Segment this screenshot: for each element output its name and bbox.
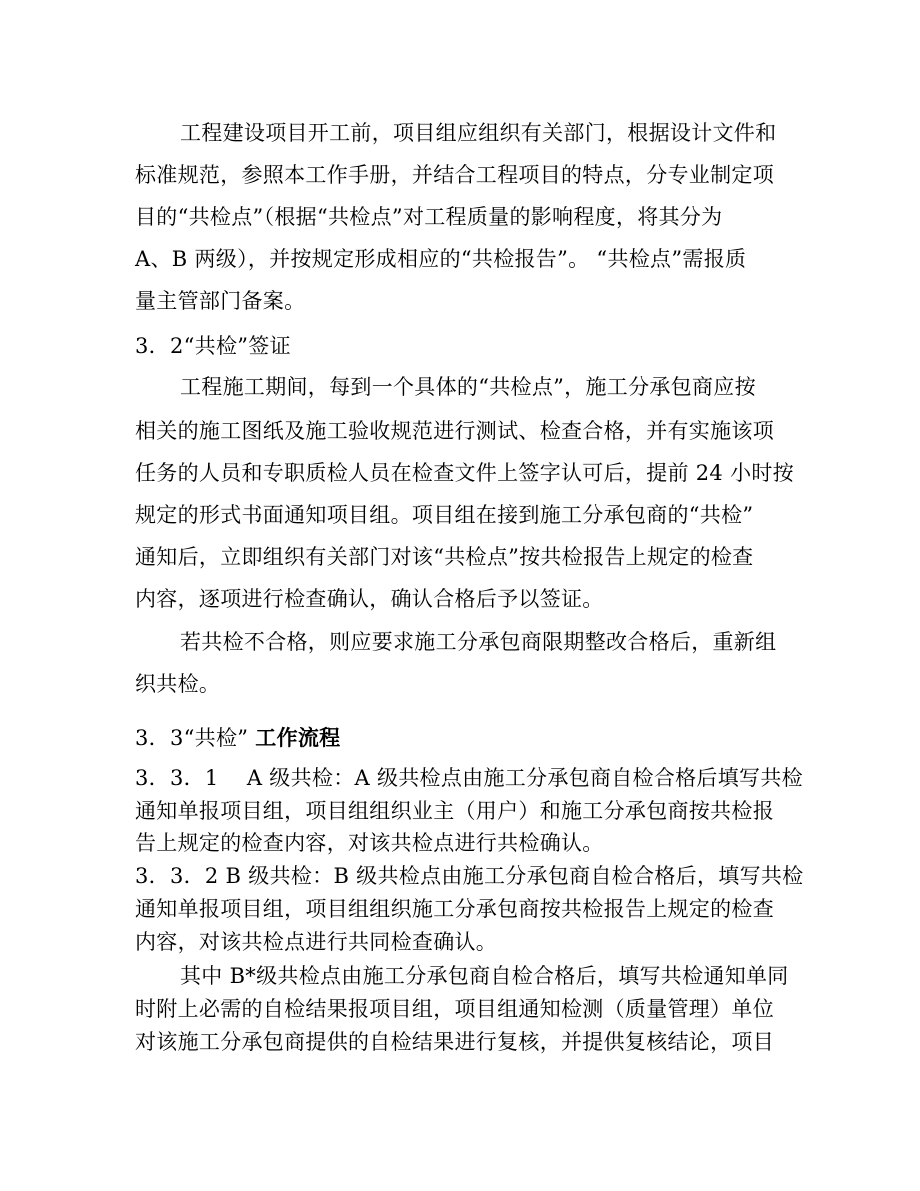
para1-line-2: 标准规范，参照本工作手册，并结合工程项目的特点，分专业制定项 <box>135 163 774 187</box>
para331-line-3: 告上规定的检查内容，对该共检点进行共检确认。 <box>135 831 604 855</box>
para331-line-2: 通知单报项目组，项目组组织业主（用户）和施工分承包商按共检报 <box>135 799 774 823</box>
para1-line-1: 工程建设项目开工前，项目组应组织有关部门，根据设计文件和 <box>180 121 777 145</box>
section-3-3-heading-bold: 工作流程 <box>255 726 341 750</box>
para4-line-1: 其中 B*级共检点由施工分承包商自检合格后，填写共检通知单同 <box>180 964 789 988</box>
para4-line-2: 时附上必需的自检结果报项目组，项目组通知检测（质量管理）单位 <box>135 997 774 1021</box>
section-3-3-number: 3．3“共检” <box>135 726 249 750</box>
para1-line-5: 量主管部门备案。 <box>135 289 306 313</box>
para2-line-3: 任务的人员和专职质检人员在检查文件上签字认可后，提前 24 小时按 <box>135 461 794 485</box>
section-3-2-title: 3．2“共检”签证 <box>135 334 291 358</box>
para2-line-4: 规定的形式书面通知项目组。项目组在接到施工分承包商的“共检” <box>135 503 754 527</box>
para2-line-2: 相关的施工图纸及施工验收规范进行测试、检查合格，并有实施该项 <box>135 419 774 443</box>
para2-line-5: 通知后，立即组织有关部门对该“共检点”按共检报告上规定的检查 <box>135 545 754 569</box>
section-3-3-title <box>135 725 340 751</box>
para332-line-2: 通知单报项目组，项目组组织施工分承包商按共检报告上规定的检查 <box>135 897 774 921</box>
para2-line-1: 工程施工期间，每到一个具体的“共检点”，施工分承包商应按 <box>180 375 756 399</box>
para1-line-3: 目的“共检点”（根据“共检点”对工程质量的影响程度，将其分为 <box>135 205 723 229</box>
para3-line-2: 织共检。 <box>135 672 221 696</box>
para332-line-3: 内容，对该共检点进行共同检查确认。 <box>135 930 498 954</box>
para332-line-1: 3．3．2 B 级共检：B 级共检点由施工分承包商自检合格后，填写共检 <box>135 864 804 888</box>
para331-line-1: 3．3．1 A 级共检：A 级共检点由施工分承包商自检合格后填写共检 <box>135 766 803 790</box>
para3-line-1: 若共检不合格，则应要求施工分承包商限期整改合格后，重新组 <box>180 630 777 654</box>
para4-line-3: 对该施工分承包商提供的自检结果进行复核，并提供复核结论，项目 <box>135 1030 774 1054</box>
para2-line-6: 内容，逐项进行检查确认，确认合格后予以签证。 <box>135 587 604 611</box>
para1-line-4: A、B 两级），并按规定形成相应的“共检报告”。 “共检点”需报质 <box>135 247 747 271</box>
